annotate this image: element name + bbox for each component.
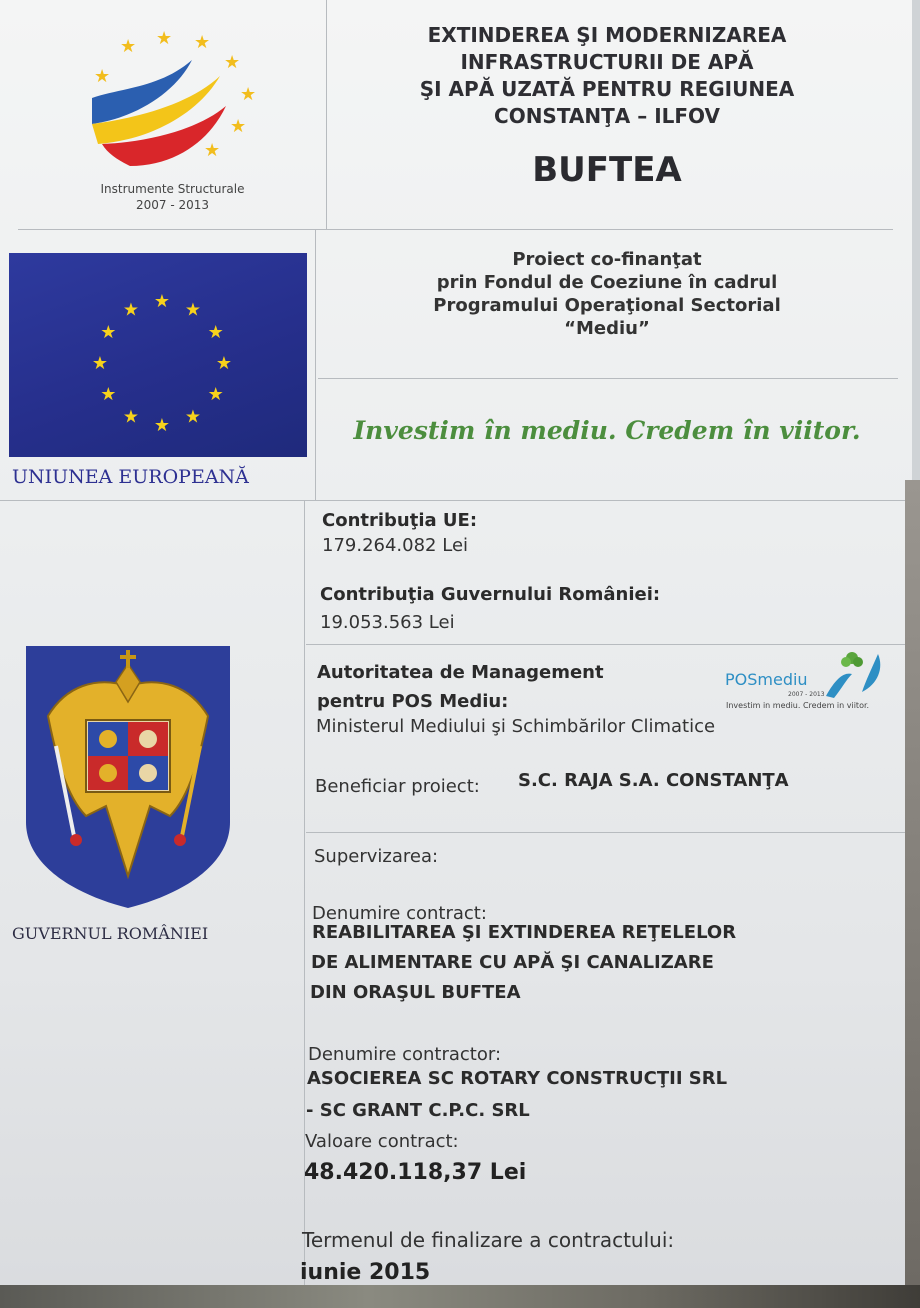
star-icon: ★ xyxy=(156,28,173,49)
gov-contribution-value: 19.053.563 Lei xyxy=(320,612,455,633)
posmediu-motto: Investim in mediu. Credem in viitor. xyxy=(726,701,870,710)
eu-caption: UNIUNEA EUROPEANĂ xyxy=(12,466,249,488)
cofinancing-text xyxy=(322,248,892,340)
eu-flag xyxy=(9,253,307,457)
cofinancing-line: prin Fondul de Coeziune în cadrul xyxy=(436,272,778,293)
authority-label-line: pentru POS Mediu: xyxy=(317,691,509,712)
title-line: EXTINDEREA ŞI MODERNIZAREA xyxy=(427,23,787,47)
gov-contribution-label: Contribuţia Guvernului României: xyxy=(320,584,661,605)
divider xyxy=(0,500,905,501)
divider xyxy=(326,0,327,230)
divider xyxy=(315,230,316,500)
divider xyxy=(18,229,893,230)
divider xyxy=(306,832,906,833)
contractor-line: - SC GRANT C.P.C. SRL xyxy=(306,1100,530,1121)
background-street xyxy=(0,1285,920,1308)
star-icon: ★ xyxy=(94,66,111,87)
title-line: CONSTANŢA – ILFOV xyxy=(494,104,720,128)
hands-tree-icon xyxy=(822,650,892,702)
cofinancing-line: “Mediu” xyxy=(564,318,650,339)
divider xyxy=(318,378,898,379)
supervision-label: Supervizarea: xyxy=(314,846,439,867)
star-icon: ★ xyxy=(207,384,224,405)
star-icon: ★ xyxy=(230,116,247,137)
posmediu-logo xyxy=(722,650,892,718)
contract-value: 48.420.118,37 Lei xyxy=(304,1160,527,1185)
title-line: INFRASTRUCTURII DE APĂ xyxy=(460,50,754,74)
town-name: BUFTEA xyxy=(532,150,682,190)
contractor-label: Denumire contractor: xyxy=(308,1044,502,1065)
star-icon: ★ xyxy=(100,322,117,343)
eu-contribution-value: 179.264.082 Lei xyxy=(322,535,469,556)
star-icon: ★ xyxy=(215,353,233,374)
title-line: ŞI APĂ UZATĂ PENTRU REGIUNEA xyxy=(419,77,795,101)
star-icon: ★ xyxy=(240,84,257,105)
cofinancing-line: Proiect co-finanţat xyxy=(512,249,702,270)
coat-of-arms-icon xyxy=(26,646,230,908)
star-icon: ★ xyxy=(204,140,221,161)
contract-name-line: DIN ORAŞUL BUFTEA xyxy=(310,982,521,1003)
beneficiary-label: Beneficiar proiect: xyxy=(315,776,480,797)
star-icon: ★ xyxy=(153,291,171,312)
posmediu-years: 2007 - 2013 xyxy=(788,691,825,698)
star-icon: ★ xyxy=(194,32,211,53)
star-icon: ★ xyxy=(91,353,109,374)
contract-name-line: DE ALIMENTARE CU APĂ ŞI CANALIZARE xyxy=(311,952,714,973)
contractor-line: ASOCIEREA SC ROTARY CONSTRUCŢII SRL xyxy=(307,1068,728,1089)
star-icon: ★ xyxy=(100,384,117,405)
logo-name: Instrumente Structurale xyxy=(100,182,245,196)
star-icon: ★ xyxy=(184,299,202,321)
eu-contribution-label: Contribuţia UE: xyxy=(322,510,478,531)
contract-name-line: REABILITAREA ŞI EXTINDEREA REŢELELOR xyxy=(312,922,737,943)
posmediu-name: POSmediu xyxy=(725,670,808,689)
deadline-label: Termenul de finalizare a contractului: xyxy=(302,1228,675,1252)
divider xyxy=(306,644,906,645)
logo-years: 2007 - 2013 xyxy=(135,198,210,212)
logo-caption xyxy=(40,181,305,213)
star-icon: ★ xyxy=(122,406,140,428)
star-icon: ★ xyxy=(120,36,137,57)
instrumente-structurale-logo xyxy=(80,28,270,178)
contract-name-label: Denumire contract: xyxy=(312,903,487,924)
authority-label-line: Autoritatea de Management xyxy=(317,662,604,683)
cofinancing-line: Programului Operaţional Sectorial xyxy=(433,295,781,316)
government-caption: GUVERNUL ROMÂNIEI xyxy=(12,924,209,943)
star-icon: ★ xyxy=(207,322,224,343)
motto: Investim în mediu. Credem în viitor. xyxy=(353,416,861,445)
star-icon: ★ xyxy=(224,52,241,73)
star-icon: ★ xyxy=(122,299,140,321)
authority-value: Ministerul Mediului şi Schimbărilor Climatice xyxy=(316,716,716,737)
background-tree xyxy=(905,480,920,1285)
eu-stars-circle xyxy=(9,253,307,457)
project-title xyxy=(332,22,882,130)
contract-value-label: Valoare contract: xyxy=(305,1131,459,1152)
deadline-value: iunie 2015 xyxy=(300,1260,431,1285)
beneficiary-value: S.C. RAJA S.A. CONSTANŢA xyxy=(518,770,789,791)
star-icon: ★ xyxy=(184,406,202,428)
star-icon: ★ xyxy=(153,415,171,436)
